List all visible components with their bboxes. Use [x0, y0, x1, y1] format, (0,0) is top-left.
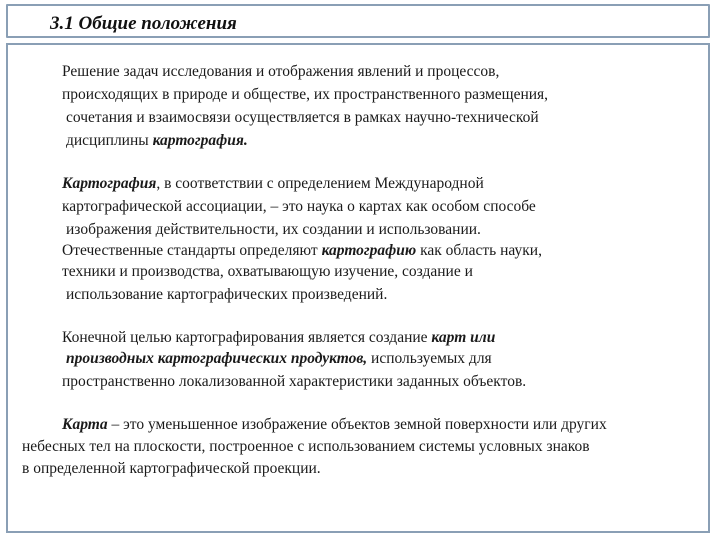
paragraph-3-line-2 [66, 349, 492, 369]
paragraph-1-text: дисциплины [66, 132, 153, 149]
paragraph-2-line-5: техники и производства, охватывающую изучение, создание и [62, 263, 473, 280]
paragraph-4-line-3: в определенной картографической проекции. [22, 460, 321, 477]
paragraph-2-line-4 [62, 241, 542, 261]
paragraph-1-line-2: происходящих в природе и обществе, их пространственного размещения, [62, 86, 549, 103]
paragraph-3-line-1 [62, 328, 495, 348]
paragraph-3-text: Конечной целью картографирования является создание [62, 329, 432, 346]
paragraph-2-line-6: использование картографических произведений. [66, 286, 388, 303]
paragraph-4-text: – это уменьшенное изображение объектов земной поверхности или других [107, 416, 607, 433]
paragraph-2-text: Отечественные стандарты определяют [62, 242, 322, 259]
paragraph-2-line-3: изображения действительности, их создании и использовании. [66, 221, 481, 238]
paragraph-2-line-1 [62, 174, 484, 194]
term-cartography-emphasis: картографию [321, 242, 417, 259]
term-map: Карта [62, 416, 108, 433]
term-cartography: картография. [152, 132, 248, 149]
term-maps: карт или [431, 329, 496, 346]
paragraph-3-text: используемых для [367, 350, 492, 367]
page-title: 3.1 Общие положения [50, 13, 237, 34]
term-cartography: Картография [62, 175, 157, 192]
paragraph-3-line-3: пространственно локализованной характеристики заданных объектов. [62, 373, 527, 390]
paragraph-4-line-2: небесных тел на плоскости, построенное с использованием системы условных знаков [22, 438, 590, 455]
paragraph-4-line-1 [62, 415, 607, 435]
title-bar [6, 4, 710, 38]
term-derived-products: производных картографических продуктов, [66, 350, 368, 367]
paragraph-1-line-3: сочетания и взаимосвязи осуществляется в рамках научно-технической [66, 109, 539, 126]
paragraph-1-line-4 [66, 131, 248, 151]
paragraph-2-text: , в соответствии с определением Международной [156, 175, 484, 192]
paragraph-2-line-2: картографической ассоциации, – это наука о картах как особом способе [62, 198, 536, 215]
paragraph-2-text: как область науки, [416, 242, 542, 259]
paragraph-1-line-1: Решение задач исследования и отображения явлений и процессов, [62, 63, 500, 80]
